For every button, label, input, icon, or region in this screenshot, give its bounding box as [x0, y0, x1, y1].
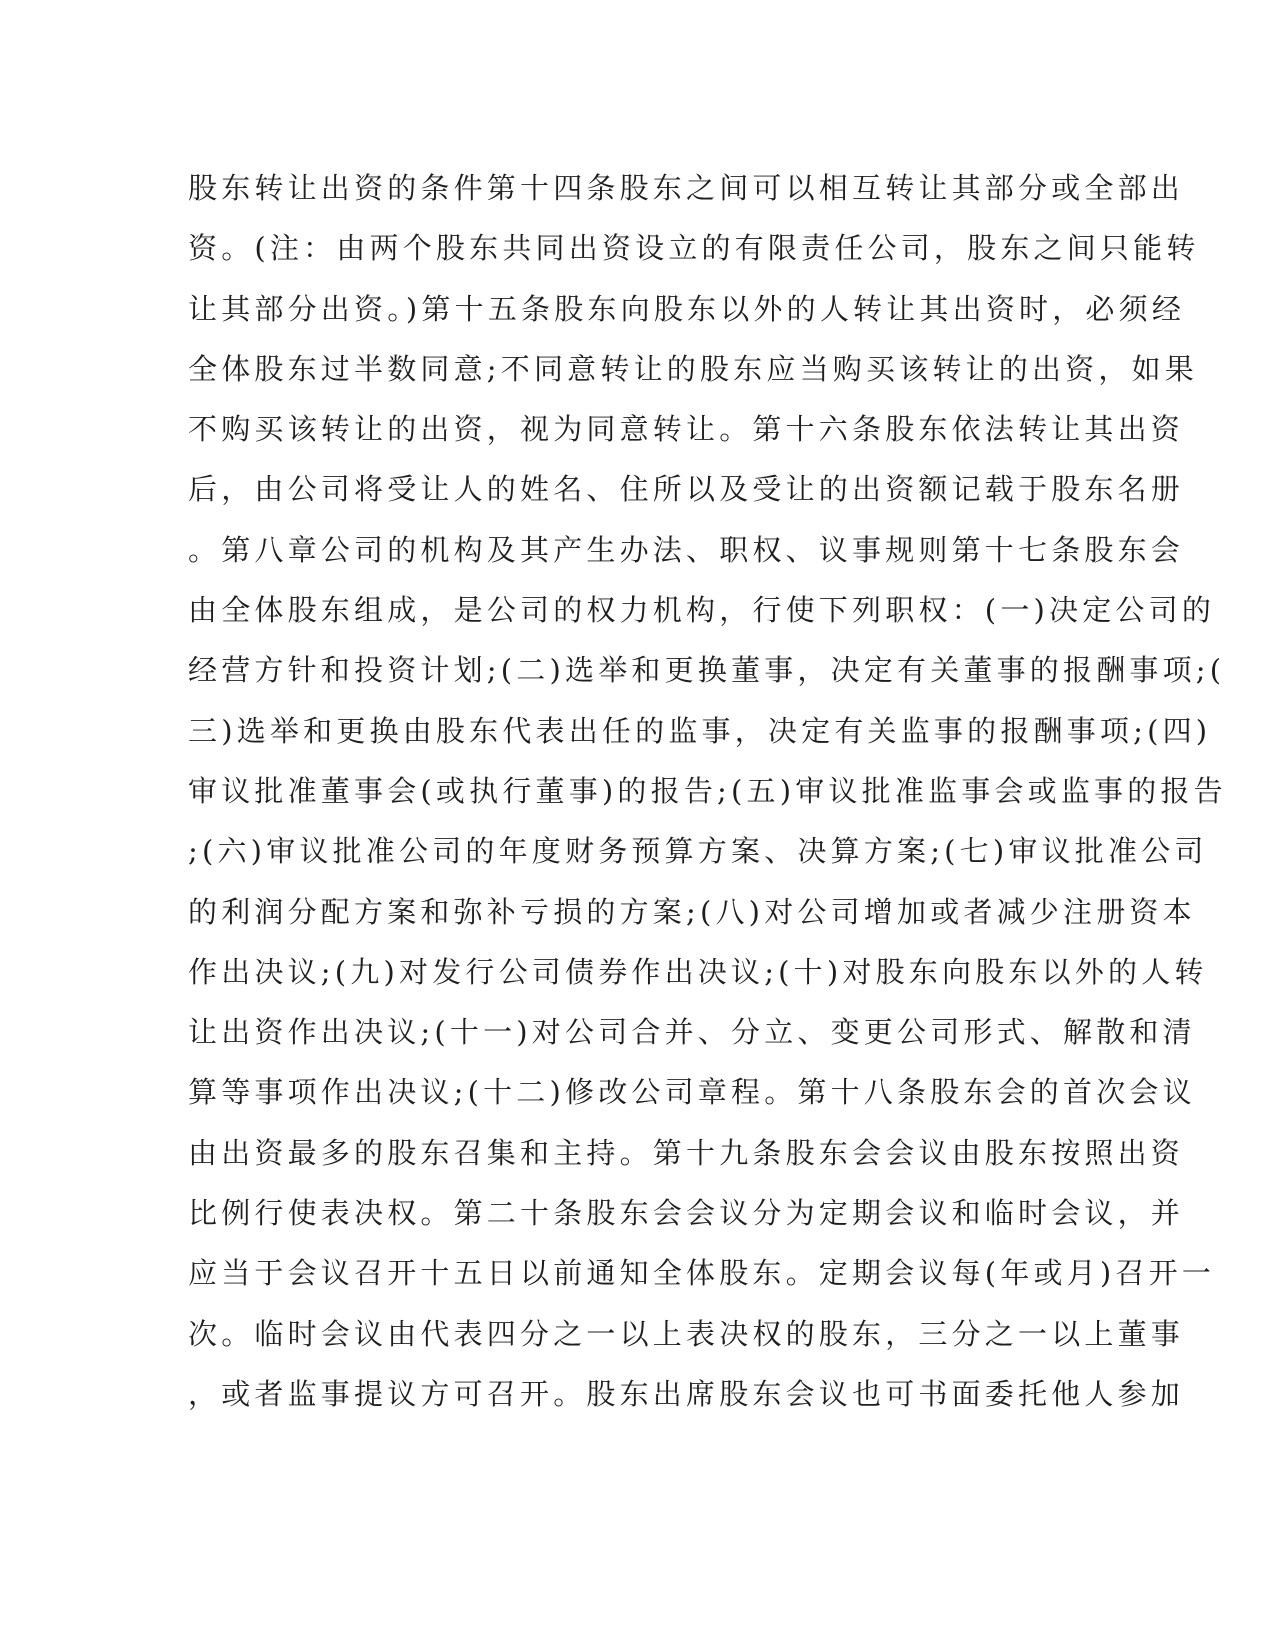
text-line: 后，由公司将受让人的姓名、住所以及受让的出资额记载于股东名册	[188, 472, 1185, 507]
text-line: 应当于会议召开十五日以前通知全体股东。定期会议每(年或月)召开一	[188, 1256, 1216, 1291]
text-line: ，或者监事提议方可召开。股东出席股东会议也可书面委托他人参加	[188, 1376, 1185, 1411]
text-line: 由全体股东组成，是公司的权力机构，行使下列职权：(一)决定公司的	[188, 593, 1216, 628]
text-line: 不购买该转让的出资，视为同意转让。第十六条股东依法转让其出资	[188, 412, 1185, 447]
text-line: 次。临时会议由代表四分之一以上表决权的股东，三分之一以上董事	[188, 1316, 1185, 1351]
text-line: 。第八章公司的机构及其产生办法、职权、议事规则第十七条股东会	[188, 532, 1185, 567]
text-line: ;(六)审议批准公司的年度财务预算方案、决算方案;(七)审议批准公司	[188, 834, 1208, 869]
text-line: 的利润分配方案和弥补亏损的方案;(八)对公司增加或者减少注册资本	[188, 894, 1196, 929]
text-line: 股东转让出资的条件第十四条股东之间可以相互转让其部分或全部出	[188, 171, 1185, 205]
text-line: 经营方针和投资计划;(二)选举和更换董事，决定有关董事的报酬事项;(	[188, 653, 1226, 688]
text-line: 三)选举和更换由股东代表出任的监事，决定有关监事的报酬事项;(四)	[188, 713, 1212, 748]
text-line: 比例行使表决权。第二十条股东会会议分为定期会议和临时会议，并	[188, 1196, 1185, 1231]
text-line: 算等事项作出决议;(十二)修改公司章程。第十八条股东会的首次会议	[188, 1075, 1196, 1110]
text-line: 资。(注：由两个股东共同出资设立的有限责任公司，股东之间只能转	[188, 231, 1200, 266]
text-line: 全体股东过半数同意;不同意转让的股东应当购买该转让的出资，如果	[188, 351, 1198, 386]
text-line: 让其部分出资。)第十五条股东向股东以外的人转让其出资时，必须经	[188, 291, 1186, 326]
text-line: 审议批准董事会(或执行董事)的报告;(五)审议批准监事会或监事的报告	[188, 773, 1227, 808]
text-line: 让出资作出决议;(十一)对公司合并、分立、变更公司形式、解散和清	[188, 1015, 1196, 1050]
text-line: 作出决议;(九)对发行公司债券作出决议;(十)对股东向股东以外的人转	[188, 954, 1208, 989]
body-text	[188, 158, 1227, 1424]
text-line: 由出资最多的股东召集和主持。第十九条股东会会议由股东按照出资	[188, 1135, 1185, 1170]
